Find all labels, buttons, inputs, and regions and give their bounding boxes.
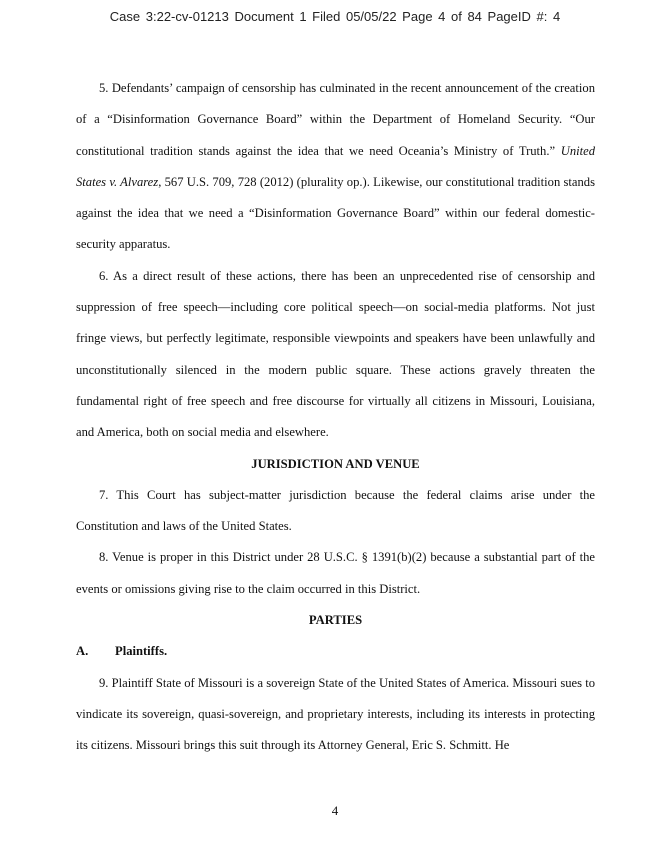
subheading-number: A. bbox=[76, 644, 89, 659]
paragraph-5 bbox=[76, 73, 595, 261]
paragraph-8: 8. Venue is proper in this District under 28 U.S.C. § 1391(b)(2) because a substantial part of the events or omissions giving rise to the claim occurred in this District. bbox=[76, 550, 595, 596]
jurisdiction-heading: JURISDICTION AND VENUE bbox=[251, 456, 420, 471]
paragraph-5-text-b: , 567 U.S. 709, 728 (2012) (plurality op.). Likewise, our constitutional tradition stands against the idea that we need a “Disinformation Governance Board” within our federal domestic-security apparatus. bbox=[76, 174, 595, 252]
case-header: Case 3:22-cv-01213 Document 1 Filed 05/05/22 Page 4 of 84 PageID #: 4 bbox=[109, 9, 561, 24]
paragraph-6: 6. As a direct result of these actions, there has been an unprecedented rise of censorship and suppression of free speech—including core political speech—on social-media platforms. Not just fringe views, but perfectly legitimate, responsible viewpoints and speakers have been unlawfully and unconstitutionally silenced in the modern public square. These actions gravely threaten the fundamental right of free speech and free discourse for virtually all citizens in Missouri, Louisiana, and America, both on social media and elsewhere. bbox=[76, 268, 595, 440]
paragraph-5-text-a: 5. Defendants’ campaign of censorship has culminated in the recent announcement of the creation of a “Disinformation Governance Board” within the Department of Homeland Security. “Our constitutional tradition stands against the idea that we need Oceania’s Ministry of Truth.” bbox=[76, 81, 595, 158]
plaintiffs-subheading bbox=[76, 636, 595, 667]
document-body bbox=[76, 73, 595, 762]
parties-heading: PARTIES bbox=[308, 613, 363, 628]
paragraph-7: 7. This Court has subject-matter jurisdiction because the federal claims arise under the Constitution and laws of the United States. bbox=[76, 487, 595, 534]
subheading-label: Plaintiffs. bbox=[115, 644, 168, 659]
page-number: 4 bbox=[331, 803, 339, 818]
paragraph-9: 9. Plaintiff State of Missouri is a sovereign State of the United States of America. Missouri sues to vindicate its sovereign, quasi-sovereign, and proprietary interests, including its interests in protecting its citizens. Missouri brings this suit through its Attorney General, Eric S. Schmitt. He bbox=[76, 675, 595, 753]
case-citation: United States v. Alvarez bbox=[76, 143, 595, 189]
